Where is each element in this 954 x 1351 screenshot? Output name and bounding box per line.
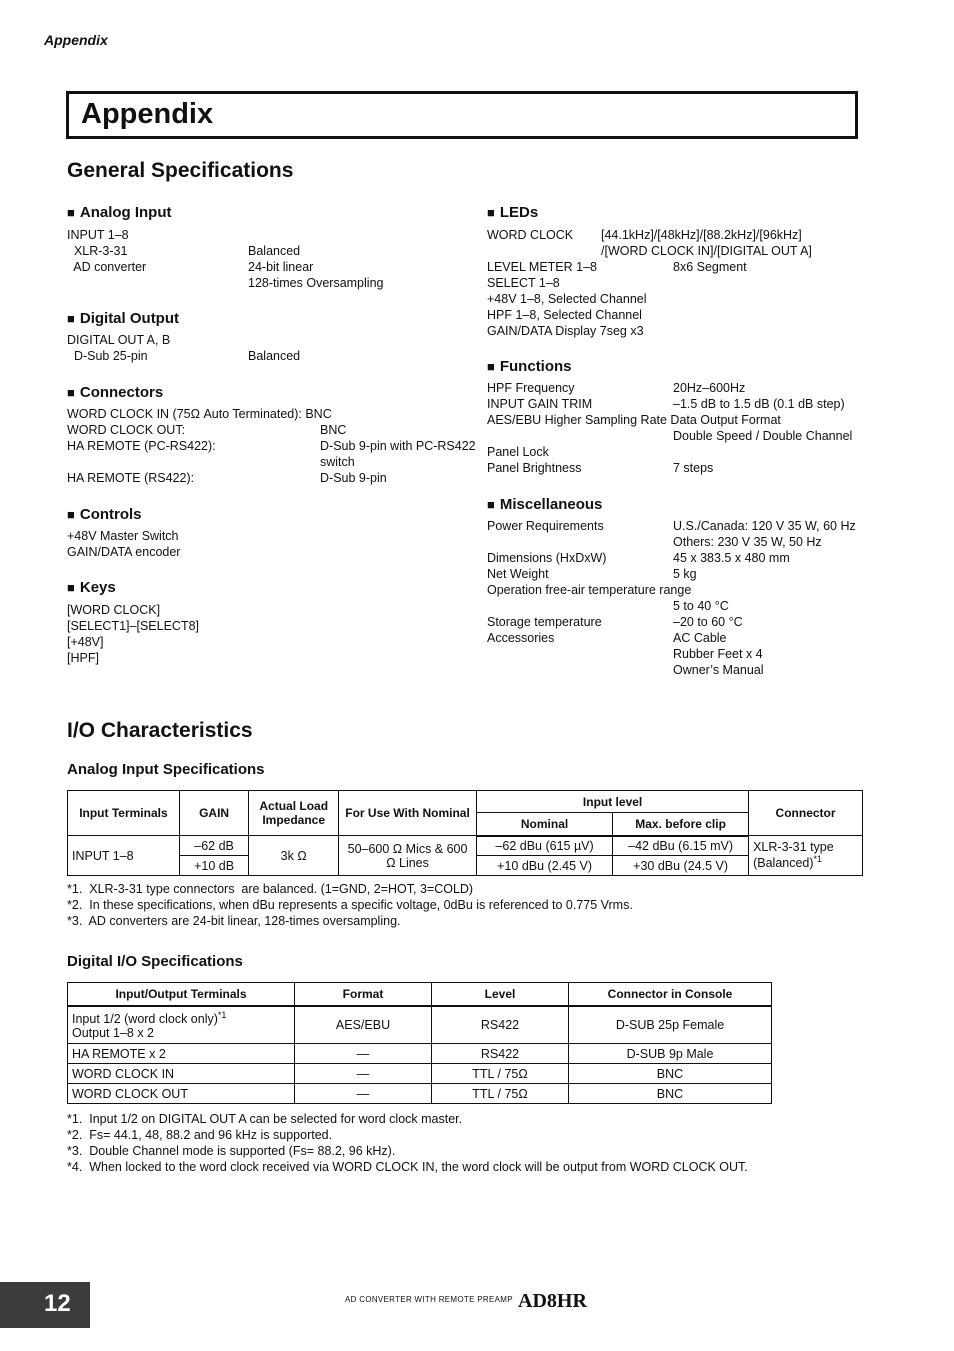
col-max-clip: Max. before clip [613, 813, 749, 836]
table-row [68, 1064, 772, 1084]
misc-heading: ■ Miscellaneous [487, 496, 602, 513]
col-connector: Connector [749, 791, 863, 836]
spec-value: Rubber Feet x 4 [673, 647, 763, 661]
spec-value: Balanced [248, 349, 301, 363]
page-number: 12 [44, 1290, 71, 1317]
spec-label: +48V 1–8, Selected Channel [487, 292, 647, 306]
spec-value: 45 x 383.5 x 480 mm [673, 551, 790, 565]
leds-word-clock-value-1: [44.1kHz]/[48kHz]/[88.2kHz]/[96kHz] [601, 228, 802, 242]
col-input-terminals: Input Terminals [68, 791, 180, 836]
cell-io-terminal: HA REMOTE x 2 [68, 1044, 295, 1064]
cell-connector: BNC [569, 1084, 772, 1104]
text-line: [WORD CLOCK] [67, 603, 161, 617]
cell-level: TTL / 75Ω [432, 1064, 569, 1084]
spec-value: 24-bit linear [248, 260, 314, 274]
col-level: Level [432, 983, 569, 1006]
spec-label: Power Requirements [487, 519, 604, 533]
connector-line-1: XLR-3-31 type [753, 840, 834, 855]
col-connector-console: Connector in Console [569, 983, 772, 1006]
text-line: *1. Input 1/2 on DIGITAL OUT A can be selected for word clock master. [67, 1112, 463, 1126]
connector-line-2 [753, 854, 858, 870]
cell-io-terminal: WORD CLOCK IN [68, 1064, 295, 1084]
spec-label: HA REMOTE (PC-RS422): [67, 439, 216, 453]
cell-max-1: –42 dBu (6.15 mV) [613, 836, 749, 856]
cell-terminal: INPUT 1–8 [68, 836, 180, 876]
spec-label: HA REMOTE (RS422): [67, 471, 195, 485]
digital-table-subtitle: Digital I/O Specifications [67, 953, 243, 970]
footnote-ref: *1 [813, 854, 823, 865]
leds-heading: ■ LEDs [487, 204, 538, 221]
col-input-level: Input level [477, 791, 749, 813]
terminal-line-1 [72, 1010, 290, 1026]
spec-label: HPF Frequency [487, 381, 575, 395]
spec-value: 7 steps [673, 461, 714, 475]
page-title-box [66, 91, 858, 139]
spec-value: switch [320, 455, 355, 469]
analog-input-heading: ■ Analog Input [67, 204, 172, 221]
text-line: *4. When locked to the word clock received via WORD CLOCK IN, the word clock will be output from WORD CLOCK OUT. [67, 1160, 748, 1174]
spec-value: D-Sub 9-pin with PC-RS422 [320, 439, 476, 453]
functions-heading: ■ Functions [487, 358, 572, 375]
analog-input-table [67, 790, 863, 876]
spec-label: LEVEL METER 1–8 [487, 260, 598, 274]
spec-value: –1.5 dB to 1.5 dB (0.1 dB step) [673, 397, 845, 411]
running-header: Appendix [44, 32, 108, 48]
col-io-terminals: Input/Output Terminals [68, 983, 295, 1006]
cell-load: 3k Ω [249, 836, 339, 876]
footnote-ref: *1 [217, 1009, 227, 1020]
controls-heading: ■ Controls [67, 506, 142, 523]
text-line: *3. AD converters are 24-bit linear, 128-times oversampling. [67, 914, 401, 928]
col-nominal: Nominal [477, 813, 613, 836]
spec-label: Accessories [487, 631, 555, 645]
table-row [68, 1006, 772, 1044]
col-nominal-use: For Use With Nominal [339, 791, 477, 836]
spec-value: D-Sub 9-pin [320, 471, 387, 485]
spec-label: GAIN/DATA Display 7seg x3 [487, 324, 644, 338]
spec-value: Double Speed / Double Channel [673, 429, 853, 443]
spec-value: –20 to 60 °C [673, 615, 743, 629]
cell-format: — [295, 1084, 432, 1104]
digital-output-heading: ■ Digital Output [67, 310, 179, 327]
spec-label: Panel Lock [487, 445, 549, 459]
spec-label: Net Weight [487, 567, 549, 581]
leds-word-clock-label: WORD CLOCK [487, 228, 574, 242]
spec-label: D-Sub 25-pin [67, 349, 148, 363]
page-title: Appendix [81, 98, 214, 130]
cell-level: RS422 [432, 1044, 569, 1064]
model-logo: AD8HR [518, 1290, 587, 1312]
cell-io-terminal [68, 1006, 295, 1044]
cell-gain-1: –62 dB [179, 836, 249, 856]
spec-value: 8x6 Segment [673, 260, 747, 274]
spec-label: INPUT 1–8 [67, 228, 129, 242]
spec-value: U.S./Canada: 120 V 35 W, 60 Hz [673, 519, 856, 533]
text-line: *3. Double Channel mode is supported (Fs= 88.2, 96 kHz). [67, 1144, 396, 1158]
cell-connector: D-SUB 9p Male [569, 1044, 772, 1064]
spec-value: 5 kg [673, 567, 697, 581]
spec-label: HPF 1–8, Selected Channel [487, 308, 642, 322]
cell-format: — [295, 1044, 432, 1064]
spec-value: BNC [320, 423, 347, 437]
io-title: I/O Characteristics [67, 719, 253, 742]
spec-value: Owner’s Manual [673, 663, 764, 677]
text-line: *2. In these specifications, when dBu represents a specific voltage, 0dBu is referenced to 0.775 Vrms. [67, 898, 633, 912]
connectors-heading: ■ Connectors [67, 384, 163, 401]
spec-label: SELECT 1–8 [487, 276, 560, 290]
text-line: [+48V] [67, 635, 104, 649]
keys-heading: ■ Keys [67, 579, 116, 596]
spec-label: INPUT GAIN TRIM [487, 397, 593, 411]
cell-format: — [295, 1064, 432, 1084]
col-load-impedance: Actual Load Impedance [249, 791, 339, 836]
spec-label: XLR-3-31 [67, 244, 128, 258]
cell-connector [749, 836, 863, 876]
cell-format: AES/EBU [295, 1006, 432, 1044]
spec-value: 20Hz–600Hz [673, 381, 746, 395]
general-specs-title: General Specifications [67, 159, 294, 182]
cell-nominal-1: –62 dBu (615 µV) [477, 836, 613, 856]
col-gain: GAIN [179, 791, 249, 836]
spec-label: DIGITAL OUT A, B [67, 333, 171, 347]
spec-value: Balanced [248, 244, 301, 258]
table-row [68, 836, 863, 856]
product-description: AD CONVERTER WITH REMOTE PREAMP [345, 1295, 513, 1304]
col-format: Format [295, 983, 432, 1006]
leds-word-clock-value-2: /[WORD CLOCK IN]/[DIGITAL OUT A] [601, 244, 812, 258]
spec-label: Dimensions (HxDxW) [487, 551, 607, 565]
analog-table-subtitle: Analog Input Specifications [67, 761, 265, 778]
text-line: *1. XLR-3-31 type connectors are balanced. (1=GND, 2=HOT, 3=COLD) [67, 882, 474, 896]
cell-level: RS422 [432, 1006, 569, 1044]
cell-connector: D-SUB 25p Female [569, 1006, 772, 1044]
text-line: *2. Fs= 44.1, 48, 88.2 and 96 kHz is supported. [67, 1128, 333, 1142]
terminal-line-2: Output 1–8 x 2 [72, 1025, 155, 1040]
cell-gain-2: +10 dB [179, 856, 249, 876]
page-number-box [0, 1282, 90, 1328]
spec-value: AC Cable [673, 631, 727, 645]
cell-nominal-use: 50–600 Ω Mics & 600 Ω Lines [339, 836, 477, 876]
spec-label: AD converter [67, 260, 147, 274]
spec-label: WORD CLOCK IN (75Ω Auto Terminated): BNC [67, 407, 332, 421]
spec-label: AES/EBU Higher Sampling Rate Data Output Format [487, 413, 781, 427]
spec-value: 5 to 40 °C [673, 599, 729, 613]
spec-label: Operation free-air temperature range [487, 583, 692, 597]
spec-label: Storage temperature [487, 615, 602, 629]
cell-level: TTL / 75Ω [432, 1084, 569, 1104]
spec-value: Others: 230 V 35 W, 50 Hz [673, 535, 822, 549]
table-row [68, 1084, 772, 1104]
spec-label: WORD CLOCK OUT: [67, 423, 186, 437]
cell-nominal-2: +10 dBu (2.45 V) [477, 856, 613, 876]
cell-connector: BNC [569, 1064, 772, 1084]
table-row [68, 1044, 772, 1064]
text-line: +48V Master Switch [67, 529, 179, 543]
spec-label: Panel Brightness [487, 461, 582, 475]
cell-max-2: +30 dBu (24.5 V) [613, 856, 749, 876]
cell-io-terminal: WORD CLOCK OUT [68, 1084, 295, 1104]
digital-io-table [67, 982, 772, 1104]
text-line: [SELECT1]–[SELECT8] [67, 619, 200, 633]
terminal-input: Input 1/2 (word clock only) [72, 1011, 218, 1026]
connector-balanced: (Balanced) [753, 856, 814, 871]
text-line: GAIN/DATA encoder [67, 545, 181, 559]
spec-value: 128-times Oversampling [248, 276, 384, 290]
text-line: [HPF] [67, 651, 99, 665]
